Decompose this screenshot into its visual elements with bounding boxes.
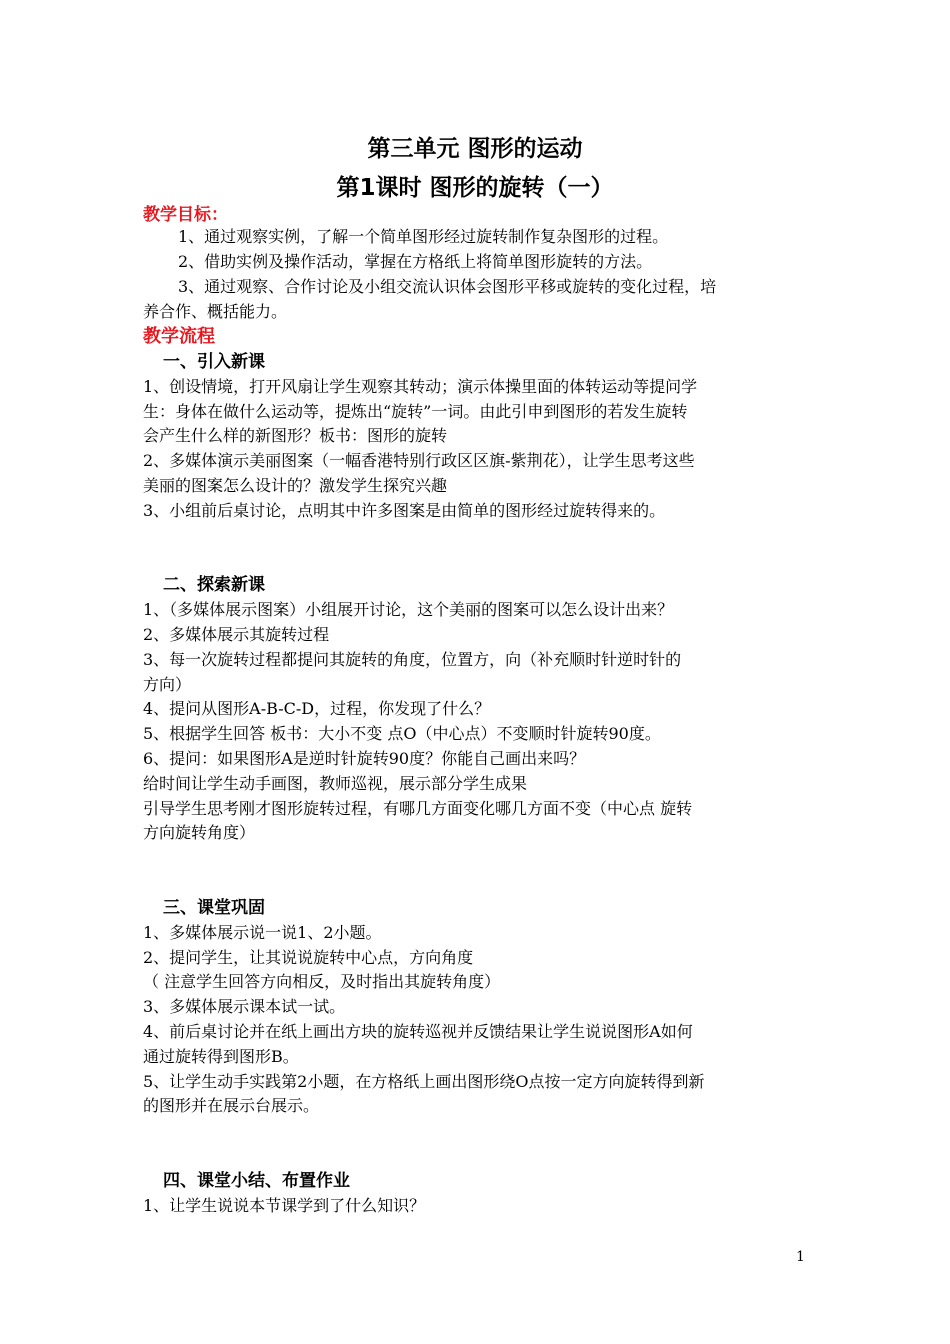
section-line: 1、多媒体展示说一说1、2小题。 [143, 923, 382, 942]
section-line: （ 注意学生回答方向相反，及时指出其旋转角度） [143, 972, 501, 991]
section-line: 5、让学生动手实践第2小题，在方格纸上画出图形绕O点按一定方向旋转得到新 [143, 1072, 705, 1091]
objectives-heading: 教学目标： [143, 205, 228, 225]
section-line: 方向） [143, 675, 192, 694]
section-line: 3、多媒体展示课本试一试。 [143, 997, 346, 1016]
lesson-title: 第1课时 图形的旋转（一） [336, 175, 614, 201]
section-line: 2、提问学生，让其说说旋转中心点，方向角度 [143, 948, 474, 967]
objective-line: 3、通过观察、合作讨论及小组交流认识体会图形平移或旋转的变化过程，培 [178, 277, 717, 296]
section-line: 3、小组前后桌讨论，点明其中许多图案是由简单的图形经过旋转得来的。 [143, 501, 666, 520]
section-line: 通过旋转得到图形B。 [143, 1047, 299, 1066]
objective-line: 1、通过观察实例，了解一个简单图形经过旋转制作复杂图形的过程。 [178, 227, 669, 246]
section-line: 会产生什么样的新图形？板书：图形的旋转 [143, 426, 448, 445]
objective-line: 养合作、概括能力。 [143, 302, 288, 321]
section-heading-intro: 一、引入新课 [163, 352, 265, 372]
section-line: 1、（多媒体展示图案）小组展开讨论，这个美丽的图案可以怎么设计出来？ [143, 600, 674, 619]
section-line: 2、多媒体展示其旋转过程 [143, 625, 330, 644]
section-line: 美丽的图案怎么设计的？激发学生探究兴趣 [143, 476, 448, 495]
process-heading: 教学流程 [143, 326, 215, 347]
section-line: 2、多媒体演示美丽图案（一幅香港特别行政区区旗-紫荆花），让学生思考这些 [143, 451, 695, 470]
section-line: 3、每一次旋转过程都提问其旋转的角度，位置方，向（补充顺时针逆时针的 [143, 650, 682, 669]
section-line: 的图形并在展示台展示。 [143, 1096, 320, 1115]
section-line: 给时间让学生动手画图，教师巡视，展示部分学生成果 [143, 774, 528, 793]
section-line: 1、让学生说说本节课学到了什么知识？ [143, 1196, 426, 1215]
section-heading-summary: 四、课堂小结、布置作业 [163, 1171, 350, 1191]
section-line: 4、前后桌讨论并在纸上画出方块的旋转巡视并反馈结果让学生说说图形A如何 [143, 1022, 693, 1041]
section-heading-consolidate: 三、课堂巩固 [163, 898, 265, 918]
section-line: 引导学生思考刚才图形旋转过程，有哪几方面变化哪几方面不变（中心点 旋转 [143, 799, 693, 818]
section-line: 生：身体在做什么运动等，提炼出“旋转”一词。由此引申到图形的若发生旋转 [143, 402, 688, 421]
section-line: 方向旋转角度） [143, 823, 256, 842]
section-heading-explore: 二、探索新课 [163, 575, 265, 595]
section-line: 4、提问从图形A-B-C-D，过程，你发现了什么？ [143, 699, 491, 718]
section-line: 6、提问：如果图形A是逆时针旋转90度？你能自己画出来吗？ [143, 749, 586, 768]
section-line: 1、创设情境，打开风扇让学生观察其转动；演示体操里面的体转运动等提问学 [143, 377, 698, 396]
unit-title: 第三单元 图形的运动 [367, 136, 583, 162]
objective-line: 2、借助实例及操作活动，掌握在方格纸上将简单图形旋转的方法。 [178, 252, 653, 271]
section-line: 5、根据学生回答 板书：大小不变 点O（中心点）不变顺时针旋转90度。 [143, 724, 661, 743]
page-number: 1 [796, 1249, 805, 1265]
